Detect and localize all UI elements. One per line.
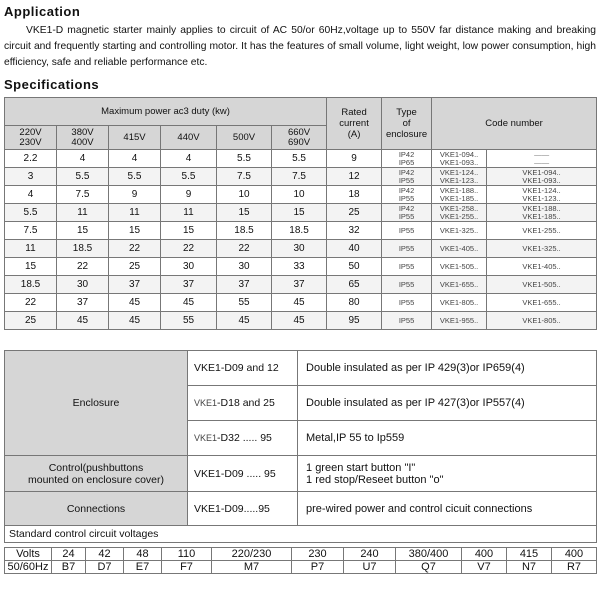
volt-value: 240 [344, 548, 396, 561]
code-cell: VKE1-805.. [432, 294, 487, 312]
power-cell: 11 [109, 204, 161, 222]
current-cell: 95 [327, 312, 382, 330]
enclosure-cell: IP55 [382, 258, 432, 276]
application-heading: Application [4, 4, 81, 19]
volt-value: 400 [462, 548, 507, 561]
enclosure-model-1: VKE1-D09 and 12 [188, 351, 298, 386]
code-cell: VKE1-255.. [487, 222, 597, 240]
volt-value: 220/230 [212, 548, 292, 561]
current-cell: 25 [327, 204, 382, 222]
voltage-code: N7 [507, 561, 552, 574]
control-model: VKE1-D09 ..... 95 [188, 456, 298, 492]
power-cell: 5.5 [57, 168, 109, 186]
voltage-header-1: 380V 400V [57, 126, 109, 150]
power-cell: 45 [272, 294, 327, 312]
current-cell: 80 [327, 294, 382, 312]
enclosure-cell: IP42 IP55 [382, 204, 432, 222]
volt-value: 24 [52, 548, 86, 561]
power-cell: 15 [161, 222, 217, 240]
voltage-code: B7 [52, 561, 86, 574]
specifications-body [5, 150, 597, 330]
code-cell: VKE1-325.. [487, 240, 597, 258]
current-cell: 65 [327, 276, 382, 294]
enclosure-section [5, 351, 597, 543]
power-cell: 25 [109, 258, 161, 276]
enclosure-desc-1: Double insulated as per IP 429(3)or IP659(4) [298, 351, 597, 386]
volt-value: 415 [507, 548, 552, 561]
volt-value: 42 [86, 548, 124, 561]
control-desc: 1 green start button "I" 1 red stop/Reseet button "o" [298, 456, 597, 492]
table-row [5, 312, 597, 330]
control-label: Control(pushbuttons mounted on enclosure cover) [5, 456, 188, 492]
specifications-table [4, 97, 597, 330]
current-cell: 12 [327, 168, 382, 186]
enclosure-cell: IP55 [382, 312, 432, 330]
enclosure-cell: IP55 [382, 276, 432, 294]
voltage-code: V7 [462, 561, 507, 574]
volt-value: 380/400 [396, 548, 462, 561]
enclosure-cell: IP42 IP55 [382, 168, 432, 186]
power-cell: 18.5 [5, 276, 57, 294]
power-cell: 5.5 [109, 168, 161, 186]
voltage-code: E7 [124, 561, 162, 574]
enclosure-cell: IP55 [382, 240, 432, 258]
power-cell: 22 [217, 240, 272, 258]
power-cell: 45 [109, 312, 161, 330]
code-cell: VKE1-405.. [487, 258, 597, 276]
voltage-header-5: 660V 690V [272, 126, 327, 150]
power-cell: 4 [5, 186, 57, 204]
current-cell: 50 [327, 258, 382, 276]
volt-value: 230 [292, 548, 344, 561]
power-cell: 15 [217, 204, 272, 222]
code-cell: VKE1-094.. VKE1-093.. [487, 168, 597, 186]
power-cell: 5.5 [5, 204, 57, 222]
enclosure-type-header: Type of enclosure [382, 98, 432, 150]
power-cell: 15 [57, 222, 109, 240]
connections-model: VKE1-D09.....95 [188, 492, 298, 526]
current-cell: 9 [327, 150, 382, 168]
table-row [5, 240, 597, 258]
enclosure-cell: IP55 [382, 222, 432, 240]
power-cell: 3 [5, 168, 57, 186]
code-cell: VKE1-325.. [432, 222, 487, 240]
current-cell: 40 [327, 240, 382, 258]
voltage-header-4: 500V [217, 126, 272, 150]
current-cell: 32 [327, 222, 382, 240]
enclosure-desc-3: Metal,IP 55 to Ip559 [298, 421, 597, 456]
voltage-code: Q7 [396, 561, 462, 574]
voltage-code: R7 [552, 561, 597, 574]
enclosure-cell: IP42 IP65 [382, 150, 432, 168]
power-cell: 22 [109, 240, 161, 258]
table-row [5, 276, 597, 294]
power-cell: 37 [57, 294, 109, 312]
code-cell: VKE1-094.. VKE1-093.. [432, 150, 487, 168]
code-cell: —— —— [487, 150, 597, 168]
code-cell: VKE1-258.. VKE1-255.. [432, 204, 487, 222]
table-row [5, 258, 597, 276]
code-number-header: Code number [432, 98, 597, 150]
power-cell: 15 [5, 258, 57, 276]
power-cell: 7.5 [217, 168, 272, 186]
table-row [5, 186, 597, 204]
power-cell: 22 [57, 258, 109, 276]
power-cell: 30 [57, 276, 109, 294]
power-cell: 9 [161, 186, 217, 204]
power-cell: 45 [272, 312, 327, 330]
power-cell: 37 [109, 276, 161, 294]
power-cell: 2.2 [5, 150, 57, 168]
enclosure-desc-2: Double insulated as per IP 427(3)or IP557(4) [298, 386, 597, 421]
power-cell: 4 [161, 150, 217, 168]
power-cell: 30 [272, 240, 327, 258]
code-cell: VKE1-955.. [432, 312, 487, 330]
power-cell: 30 [161, 258, 217, 276]
power-cell: 5.5 [217, 150, 272, 168]
power-cell: 7.5 [5, 222, 57, 240]
code-cell: VKE1-124.. VKE1-123.. [487, 186, 597, 204]
voltage-header-3: 440V [161, 126, 217, 150]
voltage-code: P7 [292, 561, 344, 574]
volt-value: 48 [124, 548, 162, 561]
power-cell: 55 [161, 312, 217, 330]
current-cell: 18 [327, 186, 382, 204]
power-cell: 45 [109, 294, 161, 312]
volt-value: 110 [162, 548, 212, 561]
code-cell: VKE1-188.. VKE1-185.. [432, 186, 487, 204]
enclosure-cell: IP42 IP55 [382, 186, 432, 204]
code-cell: VKE1-505.. [432, 258, 487, 276]
power-cell: 9 [109, 186, 161, 204]
volts-row [5, 548, 597, 561]
power-cell: 18.5 [272, 222, 327, 240]
enclosure-label: Enclosure [5, 351, 188, 456]
power-cell: 22 [161, 240, 217, 258]
table-row [5, 204, 597, 222]
code-cell: VKE1-124.. VKE1-123.. [432, 168, 487, 186]
control-voltages-title: Standard control circuit voltages [5, 526, 597, 543]
power-cell: 7.5 [57, 186, 109, 204]
codes-row [5, 561, 597, 574]
power-cell: 37 [272, 276, 327, 294]
table-row [5, 150, 597, 168]
code-cell: VKE1-655.. [487, 294, 597, 312]
power-cell: 45 [217, 312, 272, 330]
connections-label: Connections [5, 492, 188, 526]
enclosure-table [4, 350, 597, 543]
power-cell: 15 [272, 204, 327, 222]
power-cell: 37 [161, 276, 217, 294]
power-cell: 7.5 [272, 168, 327, 186]
table-row [5, 168, 597, 186]
code-cell: VKE1-188.. VKE1-185.. [487, 204, 597, 222]
voltage-code: M7 [212, 561, 292, 574]
power-cell: 18.5 [217, 222, 272, 240]
power-cell: 4 [109, 150, 161, 168]
voltage-code: U7 [344, 561, 396, 574]
volts-label: Volts [5, 548, 52, 561]
frequency-label: 50/60Hz [5, 561, 52, 574]
power-cell: 10 [217, 186, 272, 204]
code-cell: VKE1-805.. [487, 312, 597, 330]
power-cell: 22 [5, 294, 57, 312]
enclosure-cell: IP55 [382, 294, 432, 312]
power-cell: 11 [161, 204, 217, 222]
power-cell: 4 [57, 150, 109, 168]
code-cell: VKE1-505.. [487, 276, 597, 294]
power-cell: 55 [217, 294, 272, 312]
power-cell: 11 [57, 204, 109, 222]
power-cell: 45 [57, 312, 109, 330]
application-text: VKE1-D magnetic starter mainly applies to circuit of AC 50/or 60Hz,voltage up to 550V far distance making and breaking circuit and frequently starting and controlling motor. It has the features of small volume, light weight, low power consumption, high efficiency, safe and reliable performance etc. [4, 25, 596, 68]
volt-value: 400 [552, 548, 597, 561]
table-row [5, 222, 597, 240]
voltage-header-2: 415V [109, 126, 161, 150]
control-voltages-table [4, 547, 597, 574]
power-cell: 5.5 [272, 150, 327, 168]
enclosure-model-3: VKE1-D32 ..... 95 [188, 421, 298, 456]
enclosure-model-2: VKE1-D18 and 25 [188, 386, 298, 421]
power-cell: 33 [272, 258, 327, 276]
code-cell: VKE1-405.. [432, 240, 487, 258]
power-cell: 30 [217, 258, 272, 276]
power-cell: 45 [161, 294, 217, 312]
power-cell: 25 [5, 312, 57, 330]
rated-current-header: Rated current (A) [327, 98, 382, 150]
voltage-code: F7 [162, 561, 212, 574]
max-power-header: Maximum power ac3 duty (kw) [5, 98, 327, 126]
code-cell: VKE1-655.. [432, 276, 487, 294]
voltage-code: D7 [86, 561, 124, 574]
power-cell: 37 [217, 276, 272, 294]
connections-desc: pre-wired power and control cicuit connections [298, 492, 597, 526]
table-row [5, 294, 597, 312]
voltage-header-0: 220V 230V [5, 126, 57, 150]
specifications-heading: Specifications [4, 77, 100, 92]
power-cell: 5.5 [161, 168, 217, 186]
power-cell: 18.5 [57, 240, 109, 258]
power-cell: 10 [272, 186, 327, 204]
power-cell: 11 [5, 240, 57, 258]
power-cell: 15 [109, 222, 161, 240]
